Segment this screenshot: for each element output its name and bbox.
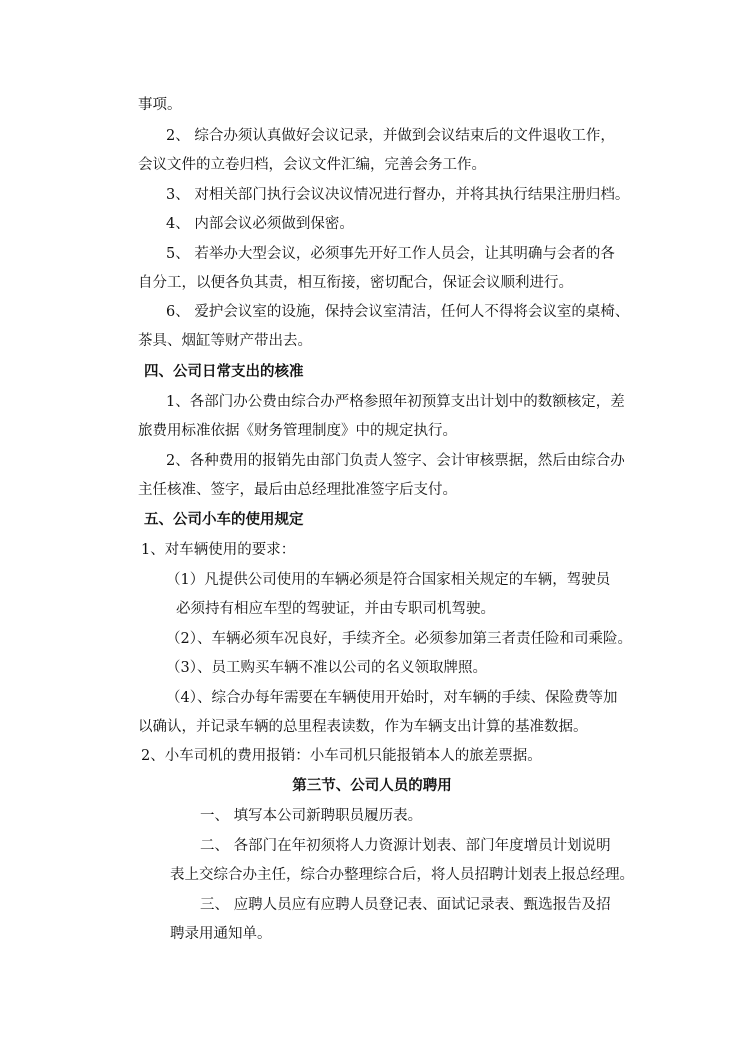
meeting-item-2-line-2: 会议文件的立卷归档，会议文件汇编，完善会务工作。 [138,157,486,173]
driver-reimbursement-rule: 2、小车司机的费用报销：小车司机只能报销本人的旅差票据。 [141,748,542,764]
vehicle-requirement-4-line-1: （4）、综合办每年需要在车辆使用开始时，对车辆的手续、保险费等加 [166,690,618,706]
meeting-item-2-line-1: 2、 综合办须认真做好会议记录，并做到会议结束后的文件退收工作， [166,128,615,144]
meeting-item-6-line-2: 茶具、烟缸等财产带出去。 [138,333,312,349]
meeting-item-5-line-1: 5、 若举办大型会议，必须事先开好工作人员会，让其明确与会者的各 [166,246,615,262]
hiring-item-1: 一、 填写本公司新聘职员履历表。 [200,808,423,824]
expense-item-2-line-1: 2、各种费用的报销先由部门负责人签字、会计审核票据，然后由综合办 [166,453,625,469]
vehicle-requirement-4-line-2: 以确认，并记录车辆的总里程表读数，作为车辆支出计算的基准数据。 [138,719,588,735]
hiring-item-3-line-2: 聘录用通知单。 [170,926,272,942]
meeting-item-5-line-2: 自分工，以便各负其责，相互衔接，密切配合，保证会议顺利进行。 [138,275,573,291]
vehicle-requirements-heading: 1、对车辆使用的要求： [141,542,296,558]
vehicle-requirement-1-line-1: （1）凡提供公司使用的车辆必须是符合国家相关规定的车辆，驾驶员 [166,572,611,588]
hiring-item-2-line-1: 二、 各部门在年初须将人力资源计划表、部门年度增员计划说明 [200,838,611,854]
text-line-continuation: 事项。 [138,97,182,113]
section-heading-vehicle-rules: 五、公司小车的使用规定 [144,511,304,528]
section-title-staff-hiring: 第三节、公司人员的聘用 [292,777,452,794]
section-heading-expense-approval: 四、公司日常支出的核准 [144,363,304,380]
hiring-item-2-line-2: 表上交综合办主任，综合办整理综合后，将人员招聘计划表上报总经理。 [170,867,634,883]
vehicle-requirement-3: （3）、员工购买车辆不准以公司的名义领取牌照。 [166,660,487,676]
meeting-item-4: 4、 内部会议必须做到保密。 [166,216,354,232]
hiring-item-3-line-1: 三、 应聘人员应有应聘人员登记表、面试记录表、甄选报告及招 [200,897,611,913]
expense-item-1-line-1: 1、各部门办公费由综合办严格参照年初预算支出计划中的数额核定，差 [166,394,625,410]
vehicle-requirement-2: （2）、车辆必须车况良好，手续齐全。必须参加第三者责任险和司乘险。 [166,631,632,647]
vehicle-requirement-1-line-2: 必须持有相应车型的驾驶证，并由专职司机驾驶。 [176,601,495,617]
meeting-item-3: 3、 对相关部门执行会议决议情况进行督办，并将其执行结果注册归档。 [166,187,630,203]
expense-item-2-line-2: 主任核准、签字，最后由总经理批准签字后支付。 [138,482,457,498]
expense-item-1-line-2: 旅费用标准依据《财务管理制度》中的规定执行。 [138,423,457,439]
meeting-item-6-line-1: 6、 爱护会议室的设施，保持会议室清洁，任何人不得将会议室的桌椅、 [166,304,630,320]
